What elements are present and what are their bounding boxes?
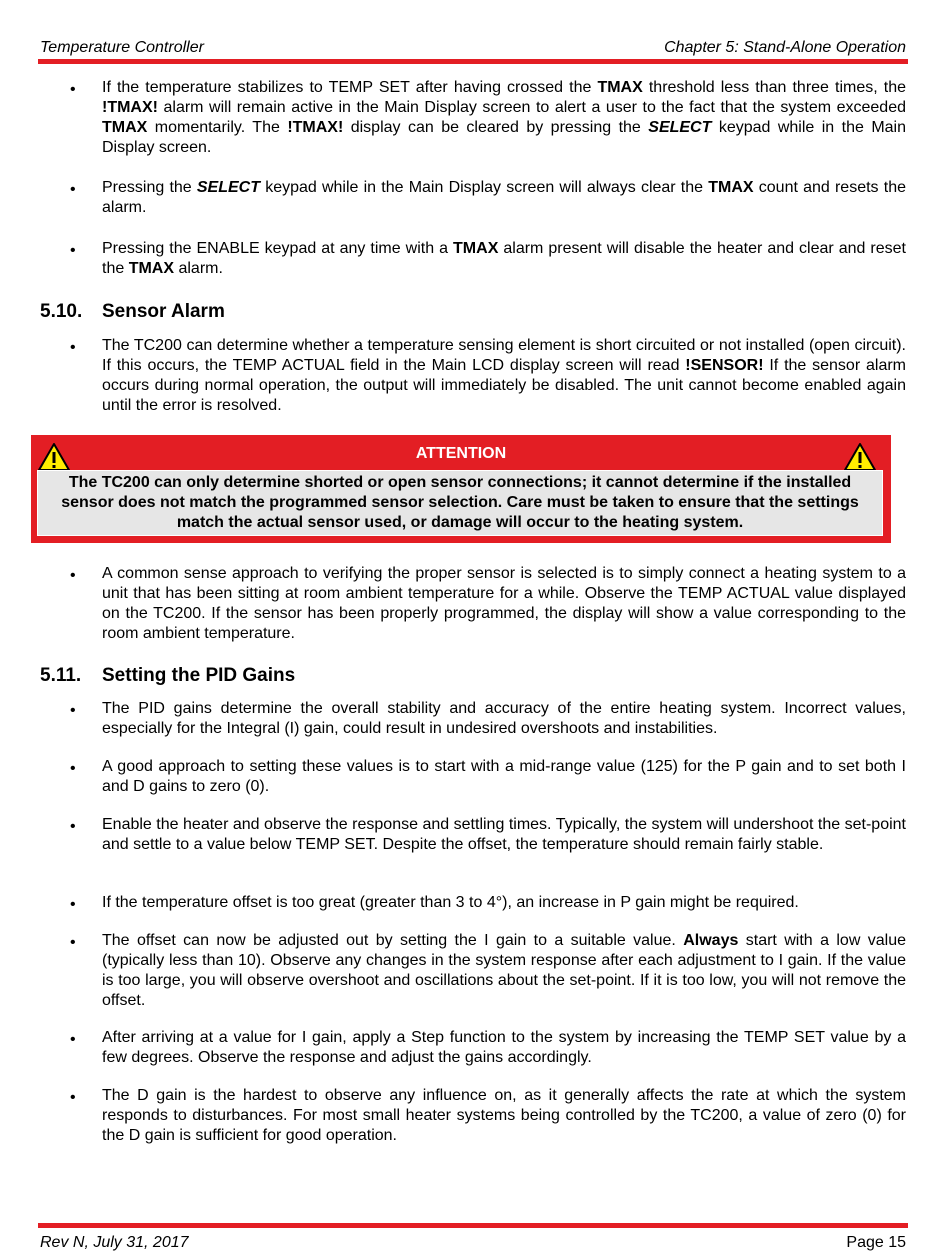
header-title: Temperature Controller — [40, 39, 204, 56]
sensor-alarm-bullet-2: A common sense approach to verifying the proper sensor is selected is to simply connect a heating system to a unit that has been sitting at room ambient temperature for a while. Observe the TEMP ACTUAL value displayed on the TC200. If the sensor has been properly programmed, the display will show a value corresponding to the room ambient temperature. — [102, 565, 906, 642]
bullet-marker: • — [70, 896, 76, 913]
bullet-marker: • — [70, 702, 76, 719]
bullet-marker: • — [70, 1031, 76, 1048]
section-number: 5.10. — [40, 301, 83, 322]
sensor-alarm-bullet-1: The TC200 can determine whether a temperature sensing element is short circuited or not installed (open circuit). If this occurs, the TEMP ACTUAL field in the Main LCD display screen will read !SENSOR! If the sensor alarm occurs during normal operation, the output will immediately be disabled. The unit cannot become enabled again until the error is resolved. — [102, 337, 906, 414]
bullet-marker: • — [70, 934, 76, 951]
intro-bullet-3: Pressing the ENABLE keypad at any time with a TMAX alarm present will disable the heater and clear and reset the TMAX alarm. — [102, 240, 907, 277]
bullet-marker: • — [70, 818, 76, 835]
bullet-marker: • — [70, 81, 76, 98]
header-rule — [38, 59, 908, 64]
attention-message-box — [37, 470, 883, 536]
section-title: Setting the PID Gains — [102, 665, 296, 686]
attention-title: ATTENTION — [415, 445, 507, 462]
intro-bullet-2: Pressing the SELECT keypad while in the Main Display screen will always clear the TMAX count and resets the alarm. — [102, 179, 906, 216]
section-title: Sensor Alarm — [102, 301, 225, 322]
page-number: Page 15 — [846, 1234, 906, 1251]
pid-bullet-4: If the temperature offset is too great (greater than 3 to 4°), an increase in P gain might be required. — [102, 894, 799, 911]
bullet-marker: • — [70, 1089, 76, 1106]
header-chapter: Chapter 5: Stand-Alone Operation — [664, 39, 906, 56]
section-number: 5.11. — [40, 665, 82, 686]
bullet-marker: • — [70, 760, 76, 777]
pid-bullet-1: The PID gains determine the overall stability and accuracy of the entire heating system. Incorrect values, especially for the Integral (I) gain, could result in undesired overshoots and instabilities. — [102, 700, 906, 737]
bullet-marker: • — [70, 242, 76, 259]
bullet-marker: • — [70, 181, 76, 198]
pid-bullet-2: A good approach to setting these values is to start with a mid-range value (125) for the P gain and to set both I and D gains to zero (0). — [102, 758, 906, 795]
footer-rule — [38, 1223, 908, 1228]
pid-bullet-7: The D gain is the hardest to observe any influence on, as it generally affects the rate at which the system responds to disturbances. For most small heater systems being controlled by the TC200, a value of zero (0) for the D gain is sufficient for good operation. — [102, 1087, 906, 1144]
attention-box — [31, 435, 891, 543]
bullet-marker: • — [70, 567, 76, 584]
warning-triangle-icon — [843, 442, 877, 472]
attention-message: The TC200 can only determine shorted or open sensor connections; it cannot determine if the installed sensor does not match the programmed sensor selection. Care must be taken to ensure that the settings match the actual sensor used, or damage will occur to the heating system. — [61, 474, 859, 531]
pid-bullet-5: The offset can now be adjusted out by setting the I gain to a suitable value. Always start with a low value (typically less than 10). Observe any changes in the system response after each adjustment to I gain. If the value is too large, you will observe overshoot and oscillations about the set-point. If it is too low, you will not remove the offset. — [102, 932, 907, 1009]
bullet-marker: • — [70, 339, 76, 356]
intro-bullet-1: If the temperature stabilizes to TEMP SET after having crossed the TMAX threshold less than three times, the !TMAX! alarm will remain active in the Main Display screen to alert a user to the fact that the system exceeded TMAX momentarily. The !TMAX! display can be cleared by pressing the SELECT keypad while in the Main Display screen. — [102, 79, 906, 156]
pid-bullet-6: After arriving at a value for I gain, apply a Step function to the system by increasing the TEMP SET value by a few degrees. Observe the response and adjust the gains accordingly. — [102, 1029, 906, 1066]
footer-revision: Rev N, July 31, 2017 — [40, 1234, 189, 1251]
pid-bullet-3: Enable the heater and observe the response and settling times. Typically, the system will undershoot the set-point and settle to a value below TEMP SET. Despite the offset, the temperature should remain fairly stable. — [102, 816, 906, 853]
